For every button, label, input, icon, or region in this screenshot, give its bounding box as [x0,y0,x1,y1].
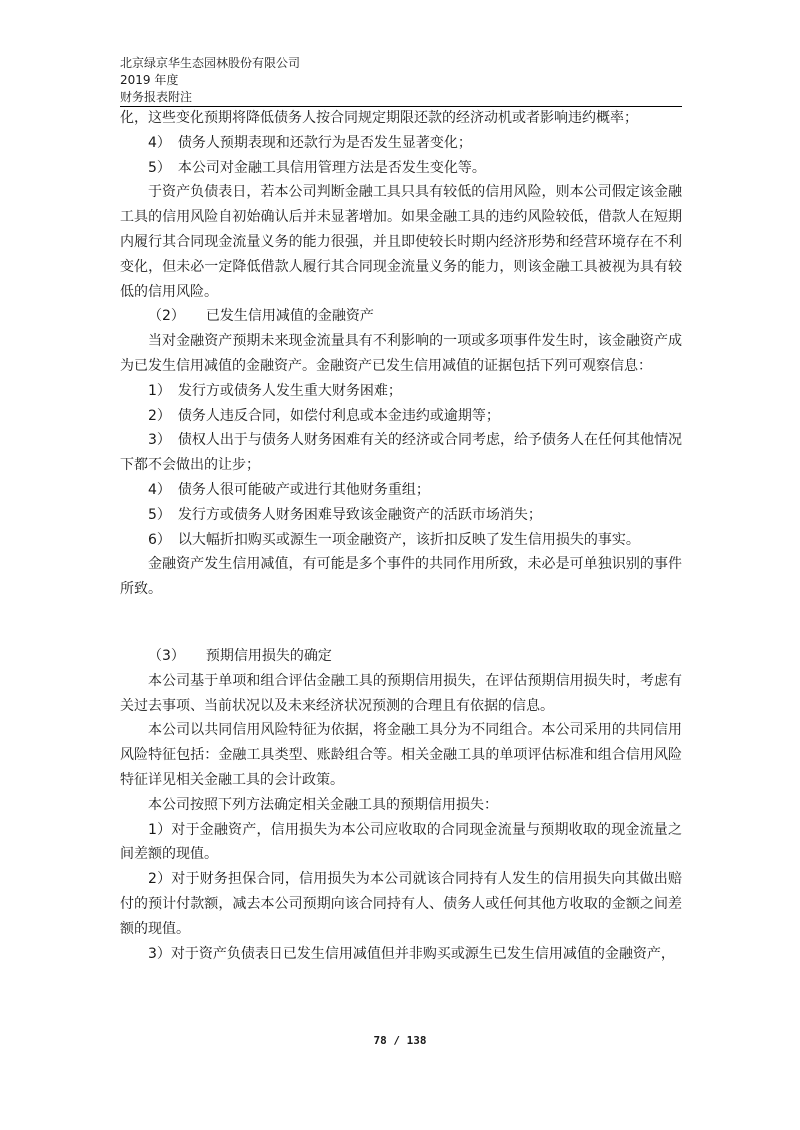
paragraph: 2）对于财务担保合同，信用损失为本公司就该合同持有人发生的信用损失向其做出赔付的预计付款额，减去本公司预期向该合同持有人、债务人或任何其他方收取的金额之间差额的现值。 [120,871,682,937]
page-number: 78 / 138 [373,1034,427,1047]
spacer [120,616,682,630]
paragraph: 5） 本公司对金融工具信用管理方法是否发生变化等。 [148,159,486,176]
section-heading: （3） 预期信用损失的确定 [148,647,332,664]
page-header [120,55,680,106]
paragraph: 于资产负债表日，若本公司判断金融工具只具有较低的信用风险，则本公司假定该金融工具的信用风险自初始确认后并未显著增加。如果金融工具的违约风险较低，借款人在短期内履行其合同现金流量义务的能力很强，并且即使较长时期内经济形势和经营环境存在不利变化，但未必一定降低借款人履行其合同现金流量义务的能力，则该金融工具被视为具有较低的信用风险。 [120,184,682,300]
document-body [120,106,682,966]
paragraph: 2） 债务人违反合同，如偿付利息或本金违约或逾期等； [148,407,500,424]
company-name: 北京绿京华生态园林股份有限公司 [120,56,301,70]
paragraph: 本公司基于单项和组合评估金融工具的预期信用损失，在评估预期信用损失时，考虑有关过去事项、当前状况以及未来经济状况预测的合理且有依据的信息。 [120,672,682,714]
paragraph: 1）对于金融资产，信用损失为本公司应收取的合同现金流量与预期收取的现金流量之间差额的现值。 [120,821,682,863]
report-section: 财务报表附注 [120,90,193,104]
paragraph: 4） 债务人很可能破产或进行其他财务重组； [148,481,430,498]
paragraph: 金融资产发生信用减值，有可能是多个事件的共同作用所致，未必是可单独识别的事件所致。 [120,556,682,598]
paragraph: 3） 债权人出于与债务人财务困难有关的经济或合同考虑，给予债务人在任何其他情况下都不会做出的让步； [120,432,682,474]
paragraph: 化，这些变化预期将降低债务人按合同规定期限还款的经济动机或者影响违约概率； [120,110,638,126]
paragraph: 6） 以大幅折扣购买或源生一项金融资产，该折扣反映了发生信用损失的事实。 [148,531,640,548]
paragraph: 1） 发行方或债务人发生重大财务困难； [148,382,402,399]
paragraph: 当对金融资产预期未来现金流量具有不利影响的一项或多项事件发生时，该金融资产成为已发生信用减值的金融资产。金融资产已发生信用减值的证据包括下列可观察信息： [120,333,682,374]
paragraph: 4） 债务人预期表现和还款行为是否发生显著变化； [148,134,472,151]
section-heading: （2） 已发生信用减值的金融资产 [148,308,374,325]
paragraph: 3）对于资产负债表日已发生信用减值但并非购买或源生已发生信用减值的金融资产， [148,945,675,962]
paragraph: 5） 发行方或债务人财务困难导致该金融资产的活跃市场消失； [148,506,542,523]
report-year: 2019 年度 [120,73,179,87]
paragraph: 本公司按照下列方法确定相关金融工具的预期信用损失： [148,796,498,813]
paragraph: 本公司以共同信用风险特征为依据，将金融工具分为不同组合。本公司采用的共同信用风险特征包括：金融工具类型、账龄组合等。相关金融工具的单项评估标准和组合信用风险特征详见相关金融工具的会计政策。 [120,722,682,788]
